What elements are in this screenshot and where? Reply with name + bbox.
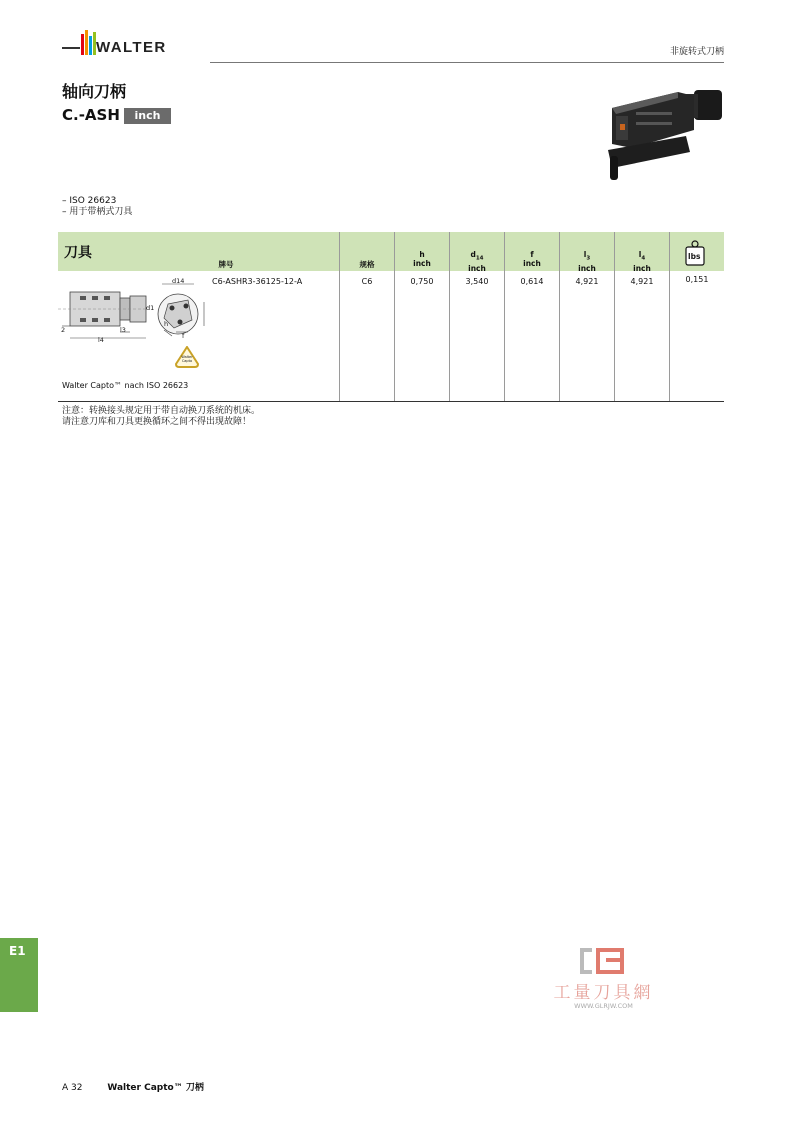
walter-capto-badge (175, 346, 199, 368)
feature-list (62, 196, 132, 218)
dim-label-d14: d14 (172, 277, 185, 285)
col-divider (614, 232, 615, 402)
table-title: 刀具 (64, 245, 92, 261)
walter-logo (62, 30, 196, 58)
page-title: 轴向刀柄 (62, 82, 127, 101)
col-divider (504, 232, 505, 402)
cell-l3: 4,921 (575, 277, 599, 286)
watermark-text: 工量刀具網 (553, 983, 654, 1003)
col-header-size: 规格 (359, 260, 375, 269)
note-line: 注意：转换接头规定用于带自动换刀系统的机床。 (62, 406, 261, 416)
dim-label-l4: l4 (98, 336, 104, 344)
section-tab-label: E1 (9, 944, 26, 958)
table-bottom-rule (58, 401, 724, 402)
col-header-d14: $d_{14}$ inch (468, 250, 486, 273)
col-header-l3: $l_3$ inch (578, 250, 596, 273)
technical-drawing (58, 274, 208, 378)
feature-item: – ISO 26623 (62, 196, 117, 206)
col-divider (449, 232, 450, 402)
watermark-url: WWW.GLRJW.COM (574, 1002, 633, 1010)
dim-label-d1: d1 (146, 304, 155, 312)
product-image (606, 86, 726, 186)
weight-icon-label: lbs (688, 252, 701, 261)
col-divider (394, 232, 395, 402)
product-code: C.-ASH (62, 106, 120, 124)
cell-l4: 4,921 (630, 277, 654, 286)
cell-weight: 0,151 (685, 275, 709, 284)
drawing-caption: Walter Capto™ nach ISO 26623 (62, 381, 189, 390)
feature-item: – 用于带柄式刀具 (62, 207, 133, 217)
dim-label-l3: l3 (120, 326, 126, 334)
dim-label-2: 2 (61, 326, 66, 334)
cell-f: 0,614 (520, 277, 544, 286)
page-number: A 32 (62, 1083, 83, 1093)
dim-label-f: f (182, 332, 185, 340)
col-divider (669, 232, 670, 402)
cell-h: 0,750 (410, 277, 434, 286)
page-footer (62, 1080, 204, 1093)
dim-label-h: h (164, 320, 169, 328)
section-title: 非旋转式刀柄 (669, 47, 724, 57)
col-header-h: h inch (413, 250, 431, 268)
col-divider (339, 232, 340, 402)
note-text (62, 406, 260, 428)
col-header-designation: 牌号 (218, 260, 234, 269)
col-header-f: f inch (523, 250, 541, 268)
cell-size: C6 (361, 277, 373, 286)
section-tab (0, 938, 38, 1012)
unit-badge: inch (124, 108, 171, 124)
watermark-logo (536, 944, 671, 978)
capto-badge-text: Walter Capto (181, 355, 193, 363)
note-line: 请注意刀库和刀具更换循环之间不得出现故障！ (62, 417, 252, 427)
col-divider (559, 232, 560, 402)
watermark (536, 944, 671, 1016)
footer-title: Walter Capto™ 刀柄 (107, 1083, 204, 1093)
cell-designation: C6-ASHR3-36125-12-A (212, 277, 303, 286)
weight-icon (684, 239, 706, 267)
logo-text: WALTER (96, 39, 167, 56)
col-header-l4: $l_4$ inch (633, 250, 651, 273)
cell-d14: 3,540 (465, 277, 489, 286)
header-divider (210, 62, 724, 63)
